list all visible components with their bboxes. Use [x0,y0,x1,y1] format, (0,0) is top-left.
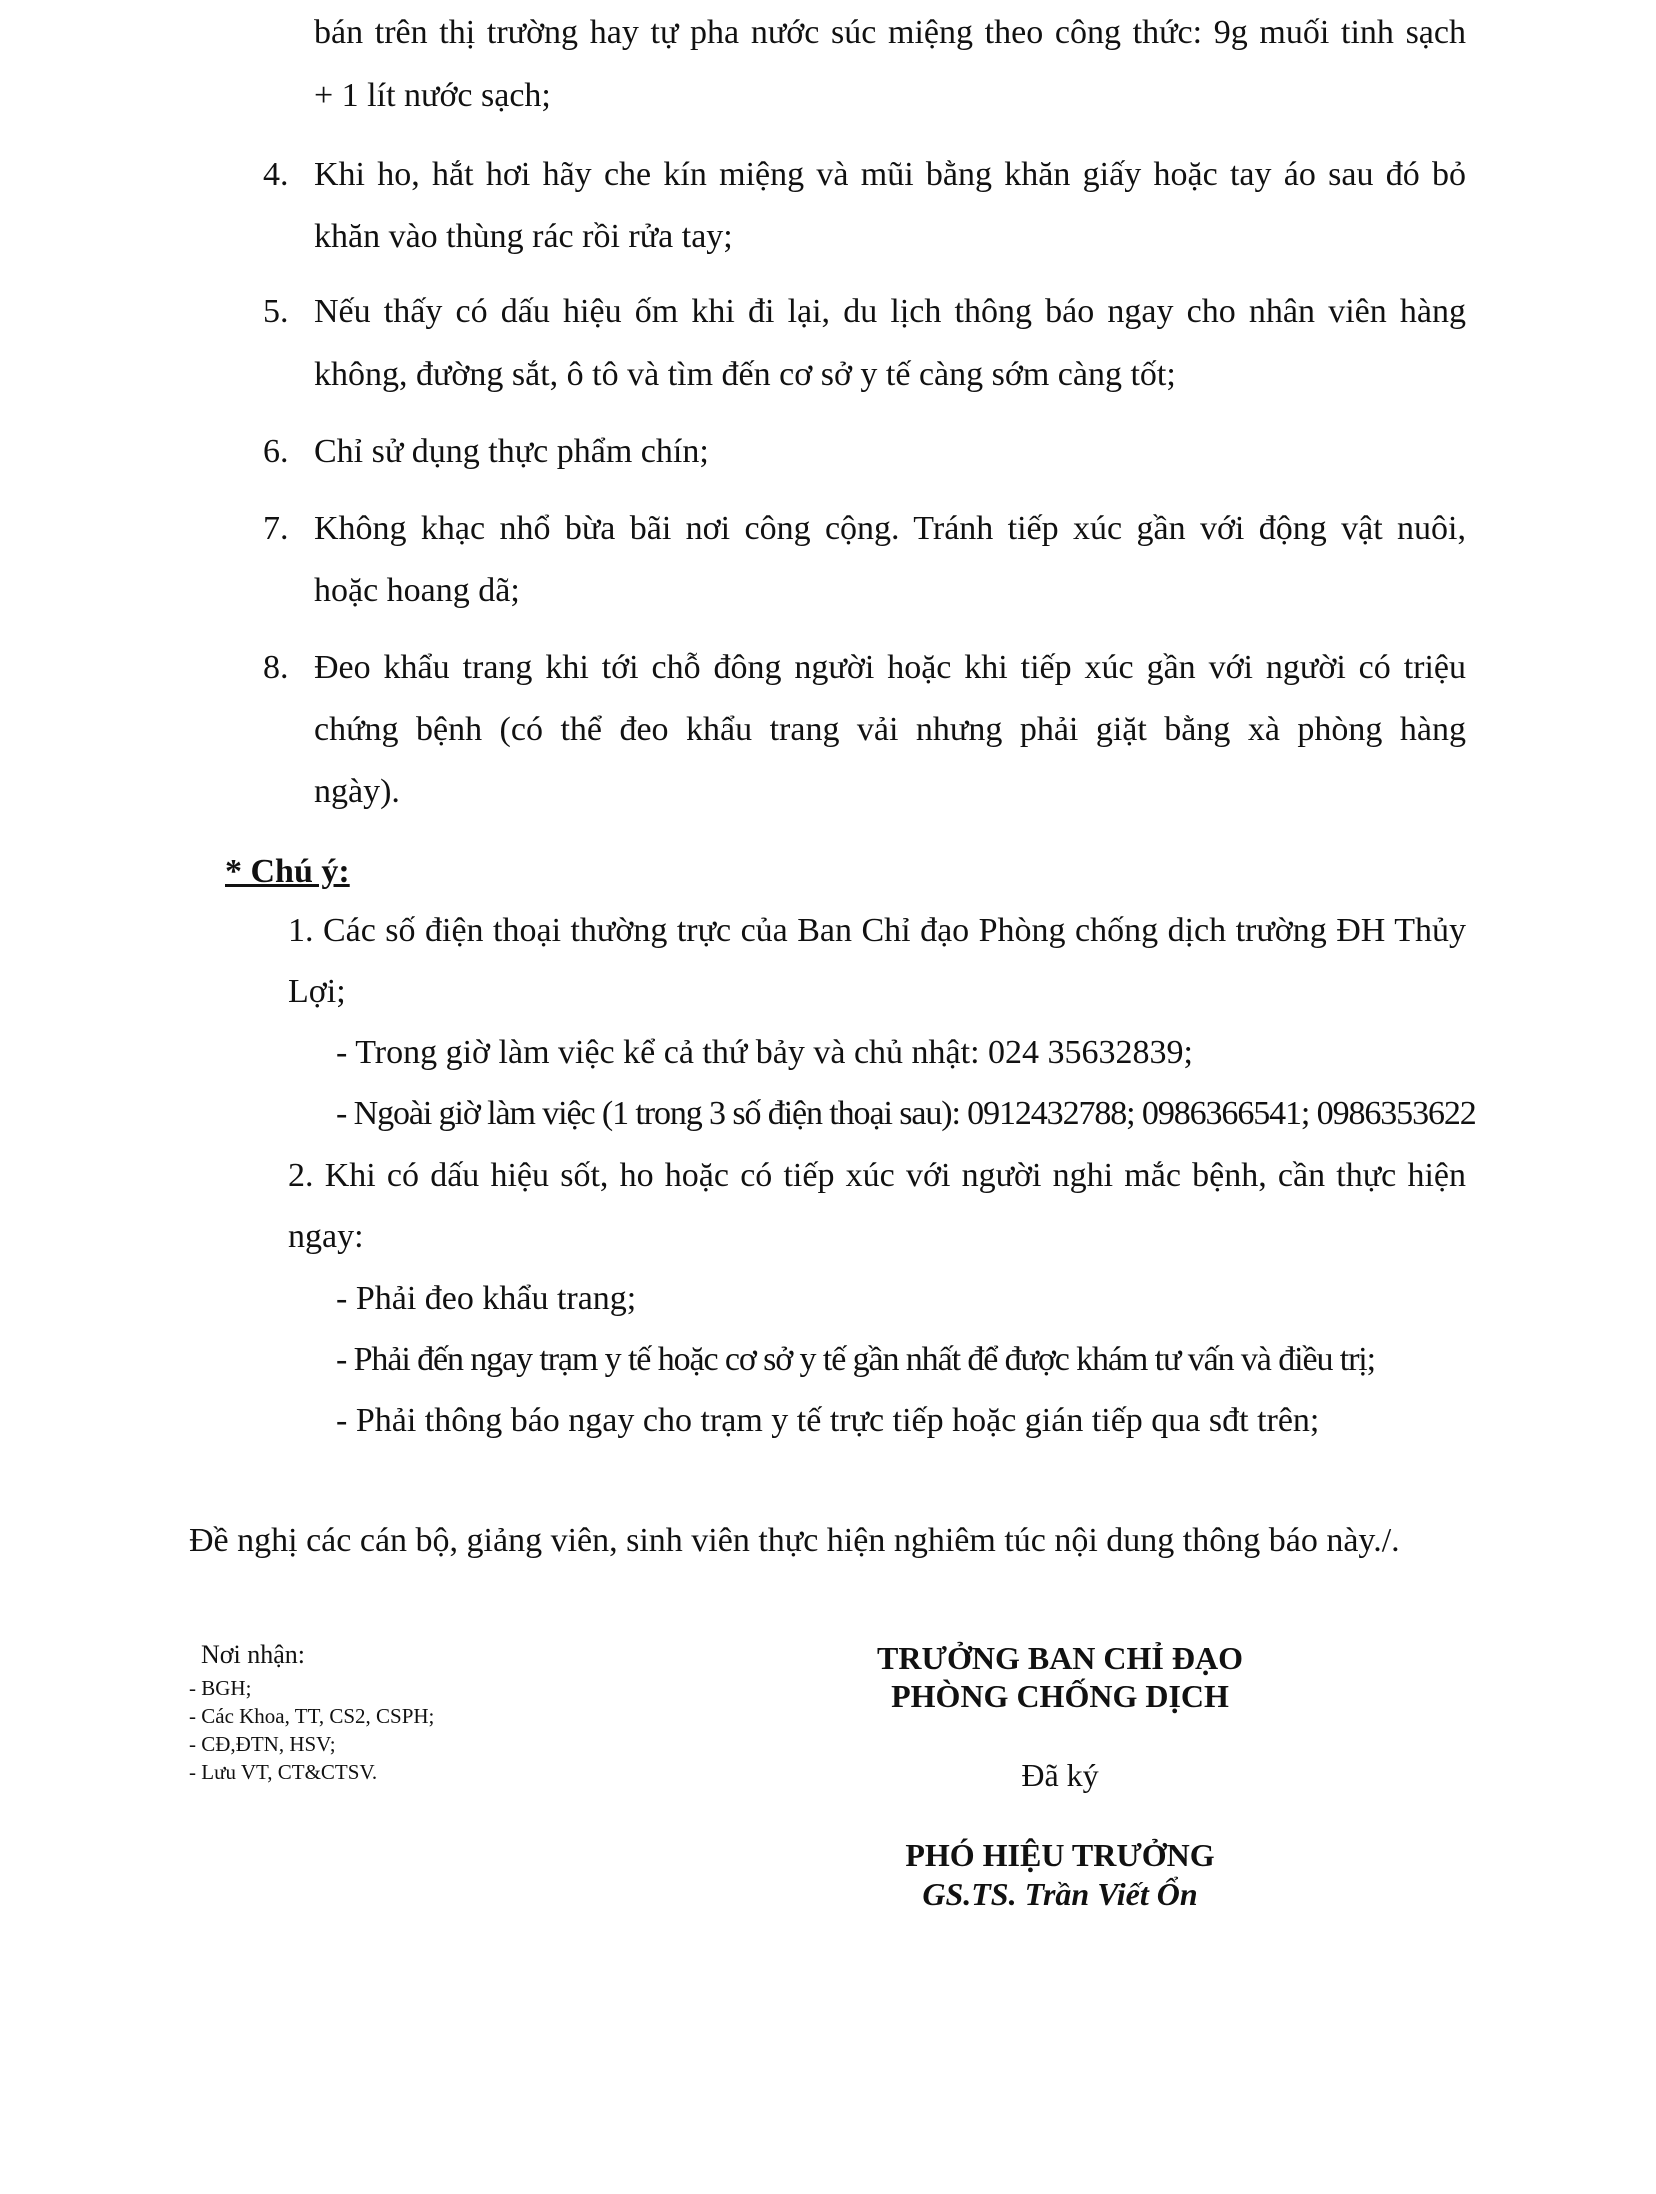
item-5-line-1: Nếu thấy có dấu hiệu ốm khi đi lại, du lịch thông báo ngay cho nhân viên hàng [314,293,1466,330]
item-4-line-2: khăn vào thùng rác rồi rửa tay; [314,218,733,255]
item-5-line-2: không, đường sắt, ô tô và tìm đến cơ sở y tế càng sớm càng tốt; [314,356,1176,393]
note-point-1-sub-2: - Ngoài giờ làm việc (1 trong 3 số điện thoại sau): 0912432788; 0986366541; 0986353622 [336,1095,1476,1132]
recipient-item: - CĐ,ĐTN, HSV; [189,1732,336,1756]
signature-title-line-1: TRƯỞNG BAN CHỈ ĐẠO [877,1640,1243,1676]
note-point-2-sub-3: - Phải thông báo ngay cho trạm y tế trực tiếp hoặc gián tiếp qua sđt trên; [336,1402,1320,1439]
continuation-line-2: + 1 lít nước sạch; [314,77,551,114]
closing-statement: Đề nghị các cán bộ, giảng viên, sinh viên thực hiện nghiêm túc nội dung thông báo này./. [189,1522,1400,1559]
signature-title-line-2: PHÒNG CHỐNG DỊCH [891,1678,1229,1714]
recipient-item: - BGH; [189,1676,252,1700]
item-8-line-1: Đeo khẩu trang khi tới chỗ đông người hoặc khi tiếp xúc gần với người có triệu [314,649,1466,686]
note-point-1-sub-1: - Trong giờ làm việc kể cả thứ bảy và chủ nhật: 024 35632839; [336,1034,1193,1071]
item-number-6: 6. [263,433,289,470]
signer-name: GS.TS. Trần Viết Ổn [922,1876,1198,1912]
item-number-7: 7. [263,510,289,547]
item-8-line-3: ngày). [314,773,400,810]
item-number-5: 5. [263,293,289,330]
note-point-1-line-2: Lợi; [288,973,346,1010]
item-4-line-1: Khi ho, hắt hơi hãy che kín miệng và mũi bằng khăn giấy hoặc tay áo sau đó bỏ [314,156,1466,193]
item-number-8: 8. [263,649,289,686]
note-point-2-sub-1: - Phải đeo khẩu trang; [336,1280,637,1317]
continuation-line-1: bán trên thị trường hay tự pha nước súc miệng theo công thức: 9g muối tinh sạch [314,14,1466,51]
signer-position: PHÓ HIỆU TRƯỞNG [905,1837,1215,1873]
item-7-line-2: hoặc hoang dã; [314,572,520,609]
item-6-line-1: Chỉ sử dụng thực phẩm chín; [314,433,709,470]
item-8-line-2: chứng bệnh (có thể đeo khẩu trang vải nhưng phải giặt bằng xà phòng hàng [314,711,1466,748]
note-point-1-line-1: 1. Các số điện thoại thường trực của Ban Chỉ đạo Phòng chống dịch trường ĐH Thủy [288,912,1466,949]
note-point-2-line-1: 2. Khi có dấu hiệu sốt, ho hoặc có tiếp xúc với người nghi mắc bệnh, cần thực hiện [288,1157,1466,1194]
note-point-2-sub-2: - Phải đến ngay trạm y tế hoặc cơ sở y tế gần nhất để được khám tư vấn và điều trị; [336,1341,1376,1378]
recipient-item: - Lưu VT, CT&CTSV. [189,1760,378,1784]
item-7-line-1: Không khạc nhổ bừa bãi nơi công cộng. Tránh tiếp xúc gần với động vật nuôi, [314,510,1466,547]
recipient-item: - Các Khoa, TT, CS2, CSPH; [189,1704,435,1728]
item-number-4: 4. [263,156,289,193]
signed-note: Đã ký [1021,1757,1099,1793]
recipients-title: Nơi nhận: [201,1640,306,1669]
note-title: * Chú ý: [225,853,350,890]
note-point-2-line-2: ngay: [288,1218,364,1255]
